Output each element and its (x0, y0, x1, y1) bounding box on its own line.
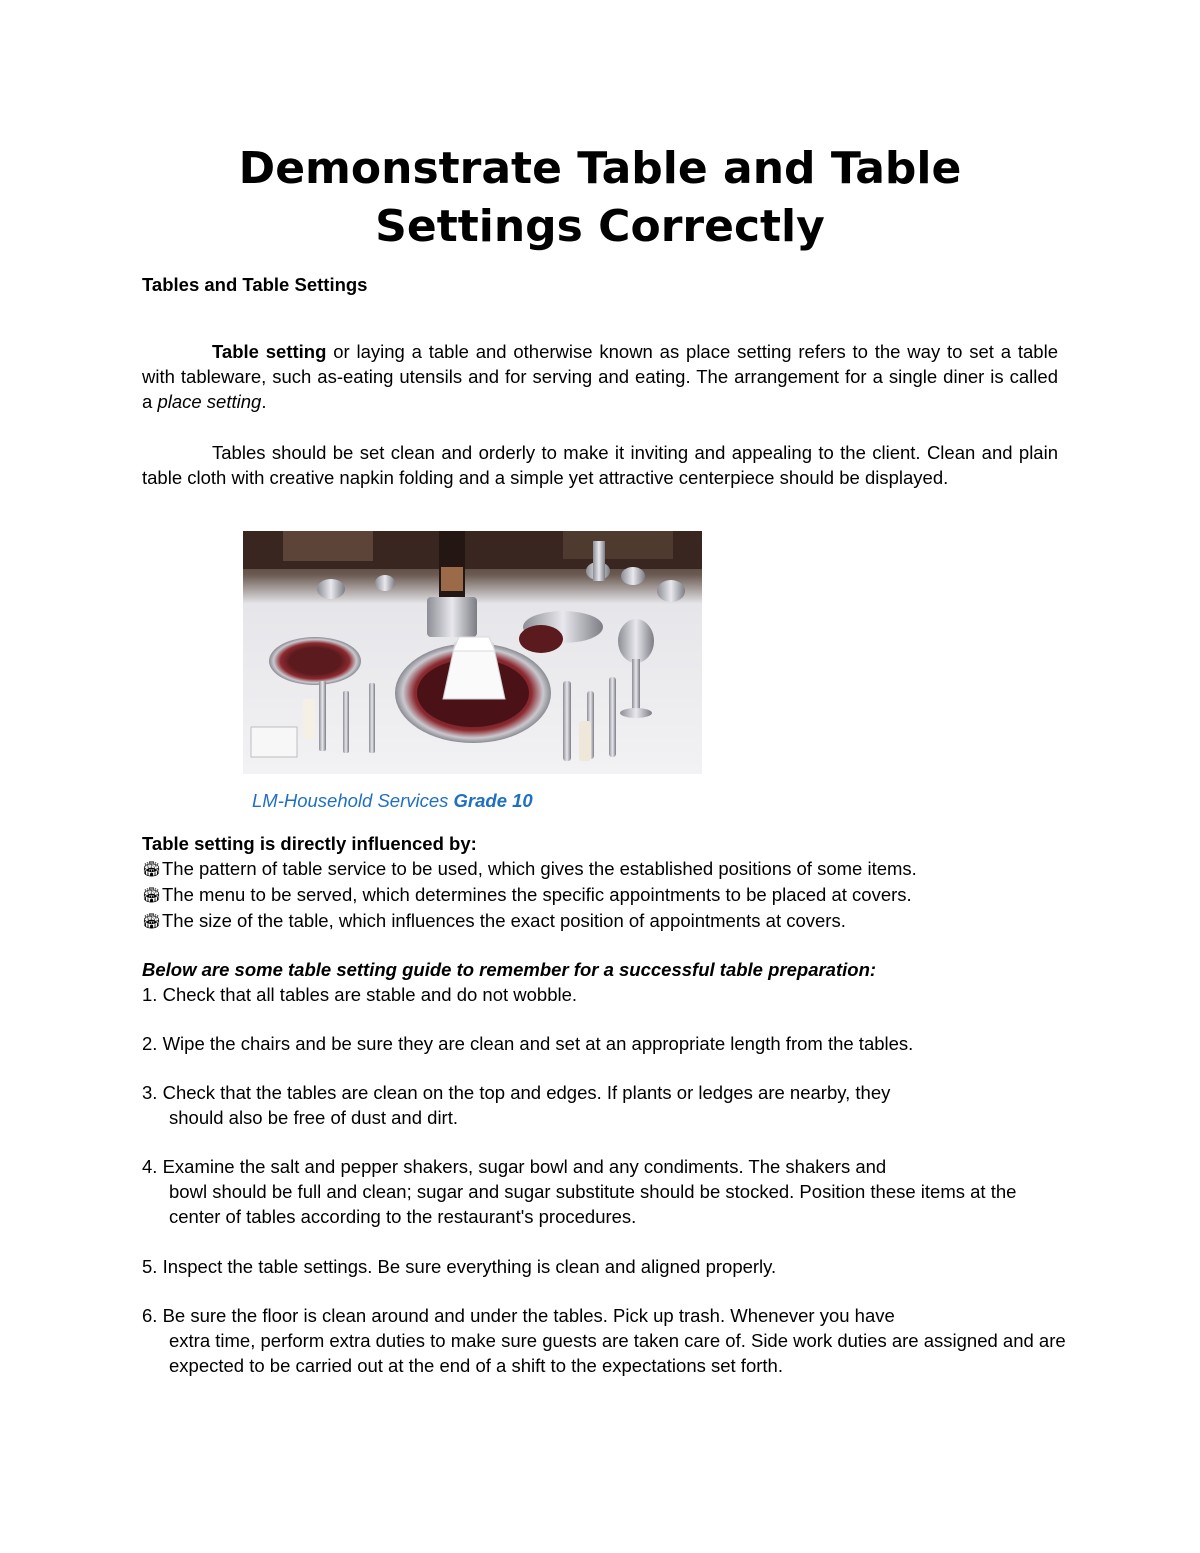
paragraph1-italic: place setting (157, 391, 262, 412)
paragraph1-text-b: . (261, 391, 267, 412)
list-item: 🏟The size of the table, which influences the exact position of appointments at covers. (142, 908, 1058, 934)
title-line-1: Demonstrate Table and Table (238, 143, 962, 194)
list-item: 🏟The pattern of table service to be used, which gives the established positions of some items. (142, 856, 1058, 882)
section-subheading: Tables and Table Settings (142, 274, 368, 295)
paragraph-tables-clean (142, 440, 1058, 490)
influence-heading: Table setting is directly influenced by: (142, 833, 477, 854)
guide-step-1: 1. Check that all tables are stable and do not wobble. (142, 984, 578, 1005)
guide-step-5: 5. Inspect the table settings. Be sure everything is clean and aligned properly. (142, 1256, 777, 1277)
stadium-bullet-icon: 🏟 (142, 887, 162, 904)
guide-step-6: 6. Be sure the floor is clean around and under the tables. Pick up trash. Whenever you have extra time, perform extra duties to make sure guests are taken care of. Side work duties are assigned and are expected to be carried out at the end of a shift to the expectations set forth. (142, 1305, 1066, 1376)
guide-heading: Below are some table setting guide to remember for a successful table preparation: (142, 959, 877, 980)
paragraph2-text: Tables should be set clean and orderly to make it inviting and appealing to the client. Clean and plain table cloth with creative napkin folding and a simple yet attractive centerpiece should be displayed. (142, 442, 1058, 488)
influence-section (142, 831, 1058, 934)
image-caption (252, 788, 533, 813)
stadium-bullet-icon: 🏟 (142, 913, 162, 930)
stadium-bullet-icon: 🏟 (142, 861, 162, 878)
paragraph-table-setting (142, 339, 1058, 414)
caption-text: LM-Household Services (252, 790, 454, 811)
bold-lead: Table setting (212, 341, 327, 362)
document-title (140, 140, 1060, 256)
table-setting-photo (243, 531, 702, 774)
guide-step-3: 3. Check that the tables are clean on the top and edges. If plants or ledges are nearby, they should also be free of dust and dirt. (142, 1082, 891, 1128)
title-line-2: Settings Correctly (375, 201, 825, 252)
guide-step-4: 4. Examine the salt and pepper shakers, sugar bowl and any condiments. The shakers and bowl should be full and clean; sugar and sugar substitute should be stocked. Position these items at the center of tables according to the restaurant's procedures. (142, 1156, 1017, 1227)
guide-step-2: 2. Wipe the chairs and be sure they are clean and set at an appropriate length from the tables. (142, 1033, 914, 1054)
caption-grade: Grade 10 (453, 790, 533, 811)
list-item: 🏟The menu to be served, which determines the specific appointments to be placed at covers. (142, 882, 1058, 908)
paragraph1-text-a: or laying a table and otherwise known as place setting refers to the way to set a table with tableware, such as-eating utensils and for serving and eating. The arrangement for a single diner is called a (142, 341, 1058, 412)
